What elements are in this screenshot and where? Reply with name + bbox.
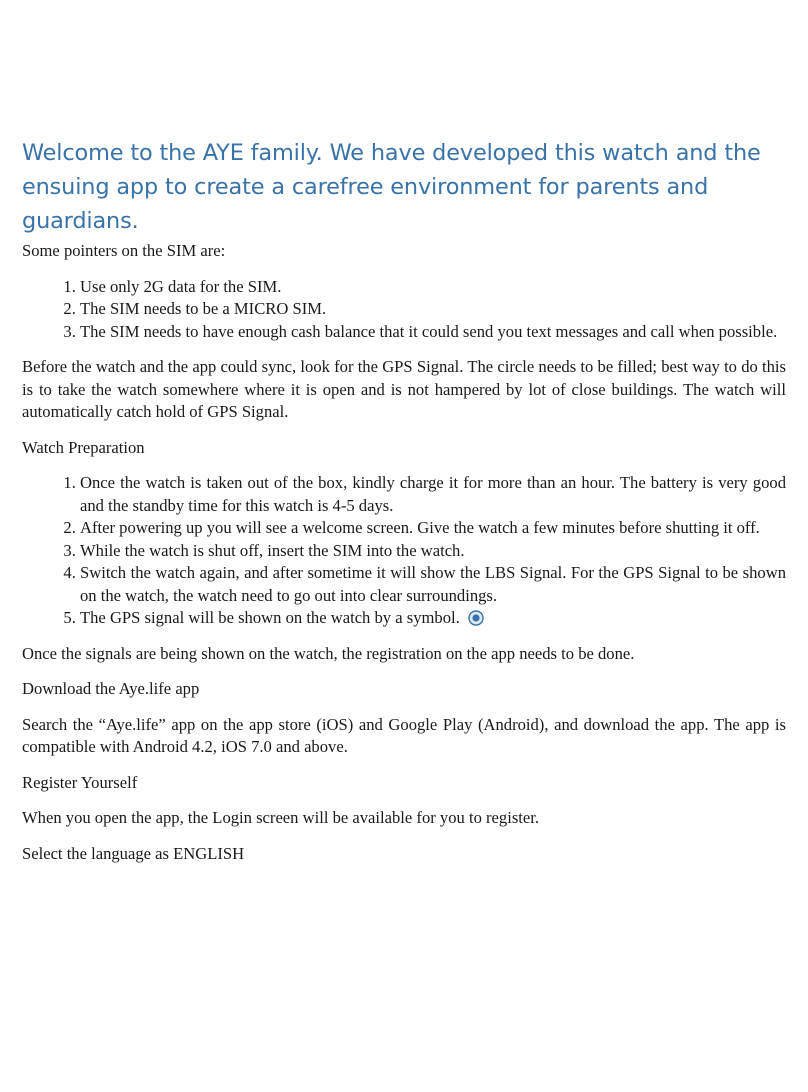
list-item: 3. The SIM needs to have enough cash balance that it could send you text messages and call when possible. <box>80 321 786 344</box>
list-item-text: The GPS signal will be shown on the watch by a symbol. <box>80 608 460 627</box>
document-body <box>22 240 786 878</box>
gps-signal-icon <box>468 610 484 626</box>
list-item: 2. The SIM needs to be a MICRO SIM. <box>80 298 786 321</box>
register-title: Register Yourself <box>22 772 138 792</box>
download-title: Download the Aye.life app <box>22 679 200 698</box>
list-item: 2. After powering up you will see a welcome screen. Give the watch a few minutes before shutting it off. <box>80 517 786 540</box>
list-item <box>80 607 786 630</box>
sim-intro: Some pointers on the SIM are: <box>22 241 226 260</box>
list-item: 1. Use only 2G data for the SIM. <box>80 276 786 299</box>
watch-preparation-title: Watch Preparation <box>22 437 145 457</box>
signals-paragraph: Once the signals are being shown on the watch, the registration on the app needs to be done. <box>22 643 635 663</box>
language-line: Select the language as ENGLISH <box>22 843 245 863</box>
watch-preparation-list <box>22 472 786 630</box>
welcome-heading: Welcome to the AYE family. We have developed this watch and the ensuing app to create a carefree environment for parents and guardians. <box>22 140 761 234</box>
sim-pointers-list <box>22 276 786 344</box>
list-item: 1. Once the watch is taken out of the box, kindly charge it for more than an hour. The battery is very good and the standby time for this watch is 4-5 days. <box>80 472 786 517</box>
download-text: Search the “Aye.life” app on the app store (iOS) and Google Play (Android), and download the app. The app is compatible with Android 4.2, iOS 7.0 and above. <box>22 714 786 756</box>
list-item: 4. Switch the watch again, and after sometime it will show the LBS Signal. For the GPS Signal to be shown on the watch, the watch need to go out into clear surroundings. <box>80 562 786 607</box>
list-item: 3. While the watch is shut off, insert the SIM into the watch. <box>80 540 786 563</box>
register-text: When you open the app, the Login screen will be available for you to register. <box>22 808 540 827</box>
gps-paragraph: Before the watch and the app could sync, look for the GPS Signal. The circle needs to be filled; best way to do this is to take the watch somewhere where it is open and is not hampered by lot of close buildings. The watch will automatically catch hold of GPS Signal. <box>22 357 786 421</box>
